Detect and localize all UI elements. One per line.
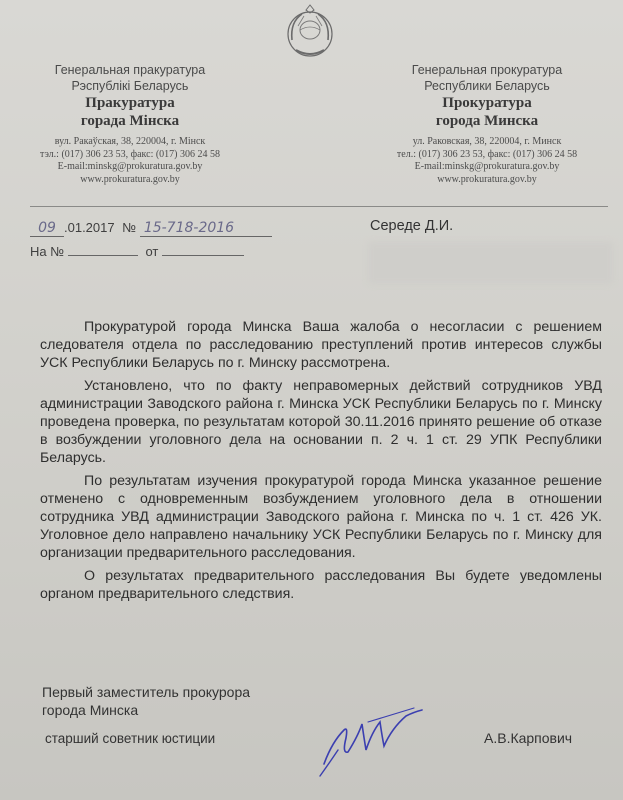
header-divider [30,206,608,207]
number-label: № [122,220,137,235]
org-line1: Генеральная пракуратура [54,63,206,77]
org-email: E-mail:minskg@prokuratura.gov.by [414,161,560,172]
handwritten-signature [318,702,428,778]
org-phone: тел.: (017) 306 23 53, факс: (017) 306 24 58 [396,148,578,160]
header-belarusian [20,62,240,186]
signatory-title-line1: Первый заместитель прокурора [42,684,251,700]
redacted-address [368,242,613,284]
date-day-handwritten: 09 [38,220,56,236]
org-line1: Генеральная прокуратура [411,63,563,77]
paragraph: Прокуратурой города Минска Ваша жалоба о несогласии с решением следователя отдела по расследованию преступлений против интересов службы УСК Республики Беларусь по г. Минску рассмотрена. [40,319,602,371]
org-line2: Республики Беларусь [424,79,550,93]
signatory-name: А.В.Карпович [484,730,573,746]
date-rest: .01.2017 [64,220,115,235]
org-web: www.prokuratura.gov.by [437,173,537,185]
paragraph: Установлено, что по факту неправомерных действий сотрудников УВД администрации Заводского района г. Минска УСК Республики Беларусь по г. Минску проведена проверка, по результатам которой 30.11.2016 принято решение об отказе в возбуждении уголовного дела на основании п. 2 ч. 1 ст. 29 УПК Республики Беларусь. [40,378,602,466]
org-bold1: Прокуратура [442,95,532,111]
signatory-rank: старший советник юстиции [45,731,216,746]
paragraph: По результатам изучения прокуратурой города Минска указанное решение отменено с одновременным возбуждением уголовного дела в отношении сотрудника УВД администрации Заводского района г. Минска по ч. 1 ст. 426 УК. Уголовное дело направлено начальнику УСК Республики Беларусь по г. Минску для организации предварительного расследования. [40,473,602,561]
signatory-title [42,683,250,719]
header-russian [372,62,602,186]
from-label: от [145,244,159,259]
org-web: www.prokuratura.gov.by [80,173,180,185]
org-address: вул. Ракаўская, 38, 220004, г. Мінск [54,136,206,147]
reference-line [30,244,244,259]
signatory-title-line2: города Минска [42,702,139,718]
reference-number-handwritten: 15-718-2016 [143,220,235,236]
org-email: E-mail:minskg@prokuratura.gov.by [57,161,203,172]
paragraph: О результатах предварительного расследования Вы будете уведомлены органом предварительного следствия. [40,568,602,602]
org-bold2: города Минска [435,113,539,129]
addressee: Середе Д.И. [370,218,454,234]
org-address: ул. Раковская, 38, 220004, г. Минск [412,136,562,147]
org-bold2: горада Мінска [80,113,180,129]
org-bold1: Пракуратура [85,95,175,111]
letter-body [40,318,602,608]
registration-line [30,220,272,237]
org-line2: Рэспублікі Беларусь [71,79,189,93]
org-phone: тэл.: (017) 306 23 53, факс: (017) 306 24 58 [39,148,221,160]
ref-label: На № [30,244,65,259]
coat-of-arms-emblem [282,4,338,60]
